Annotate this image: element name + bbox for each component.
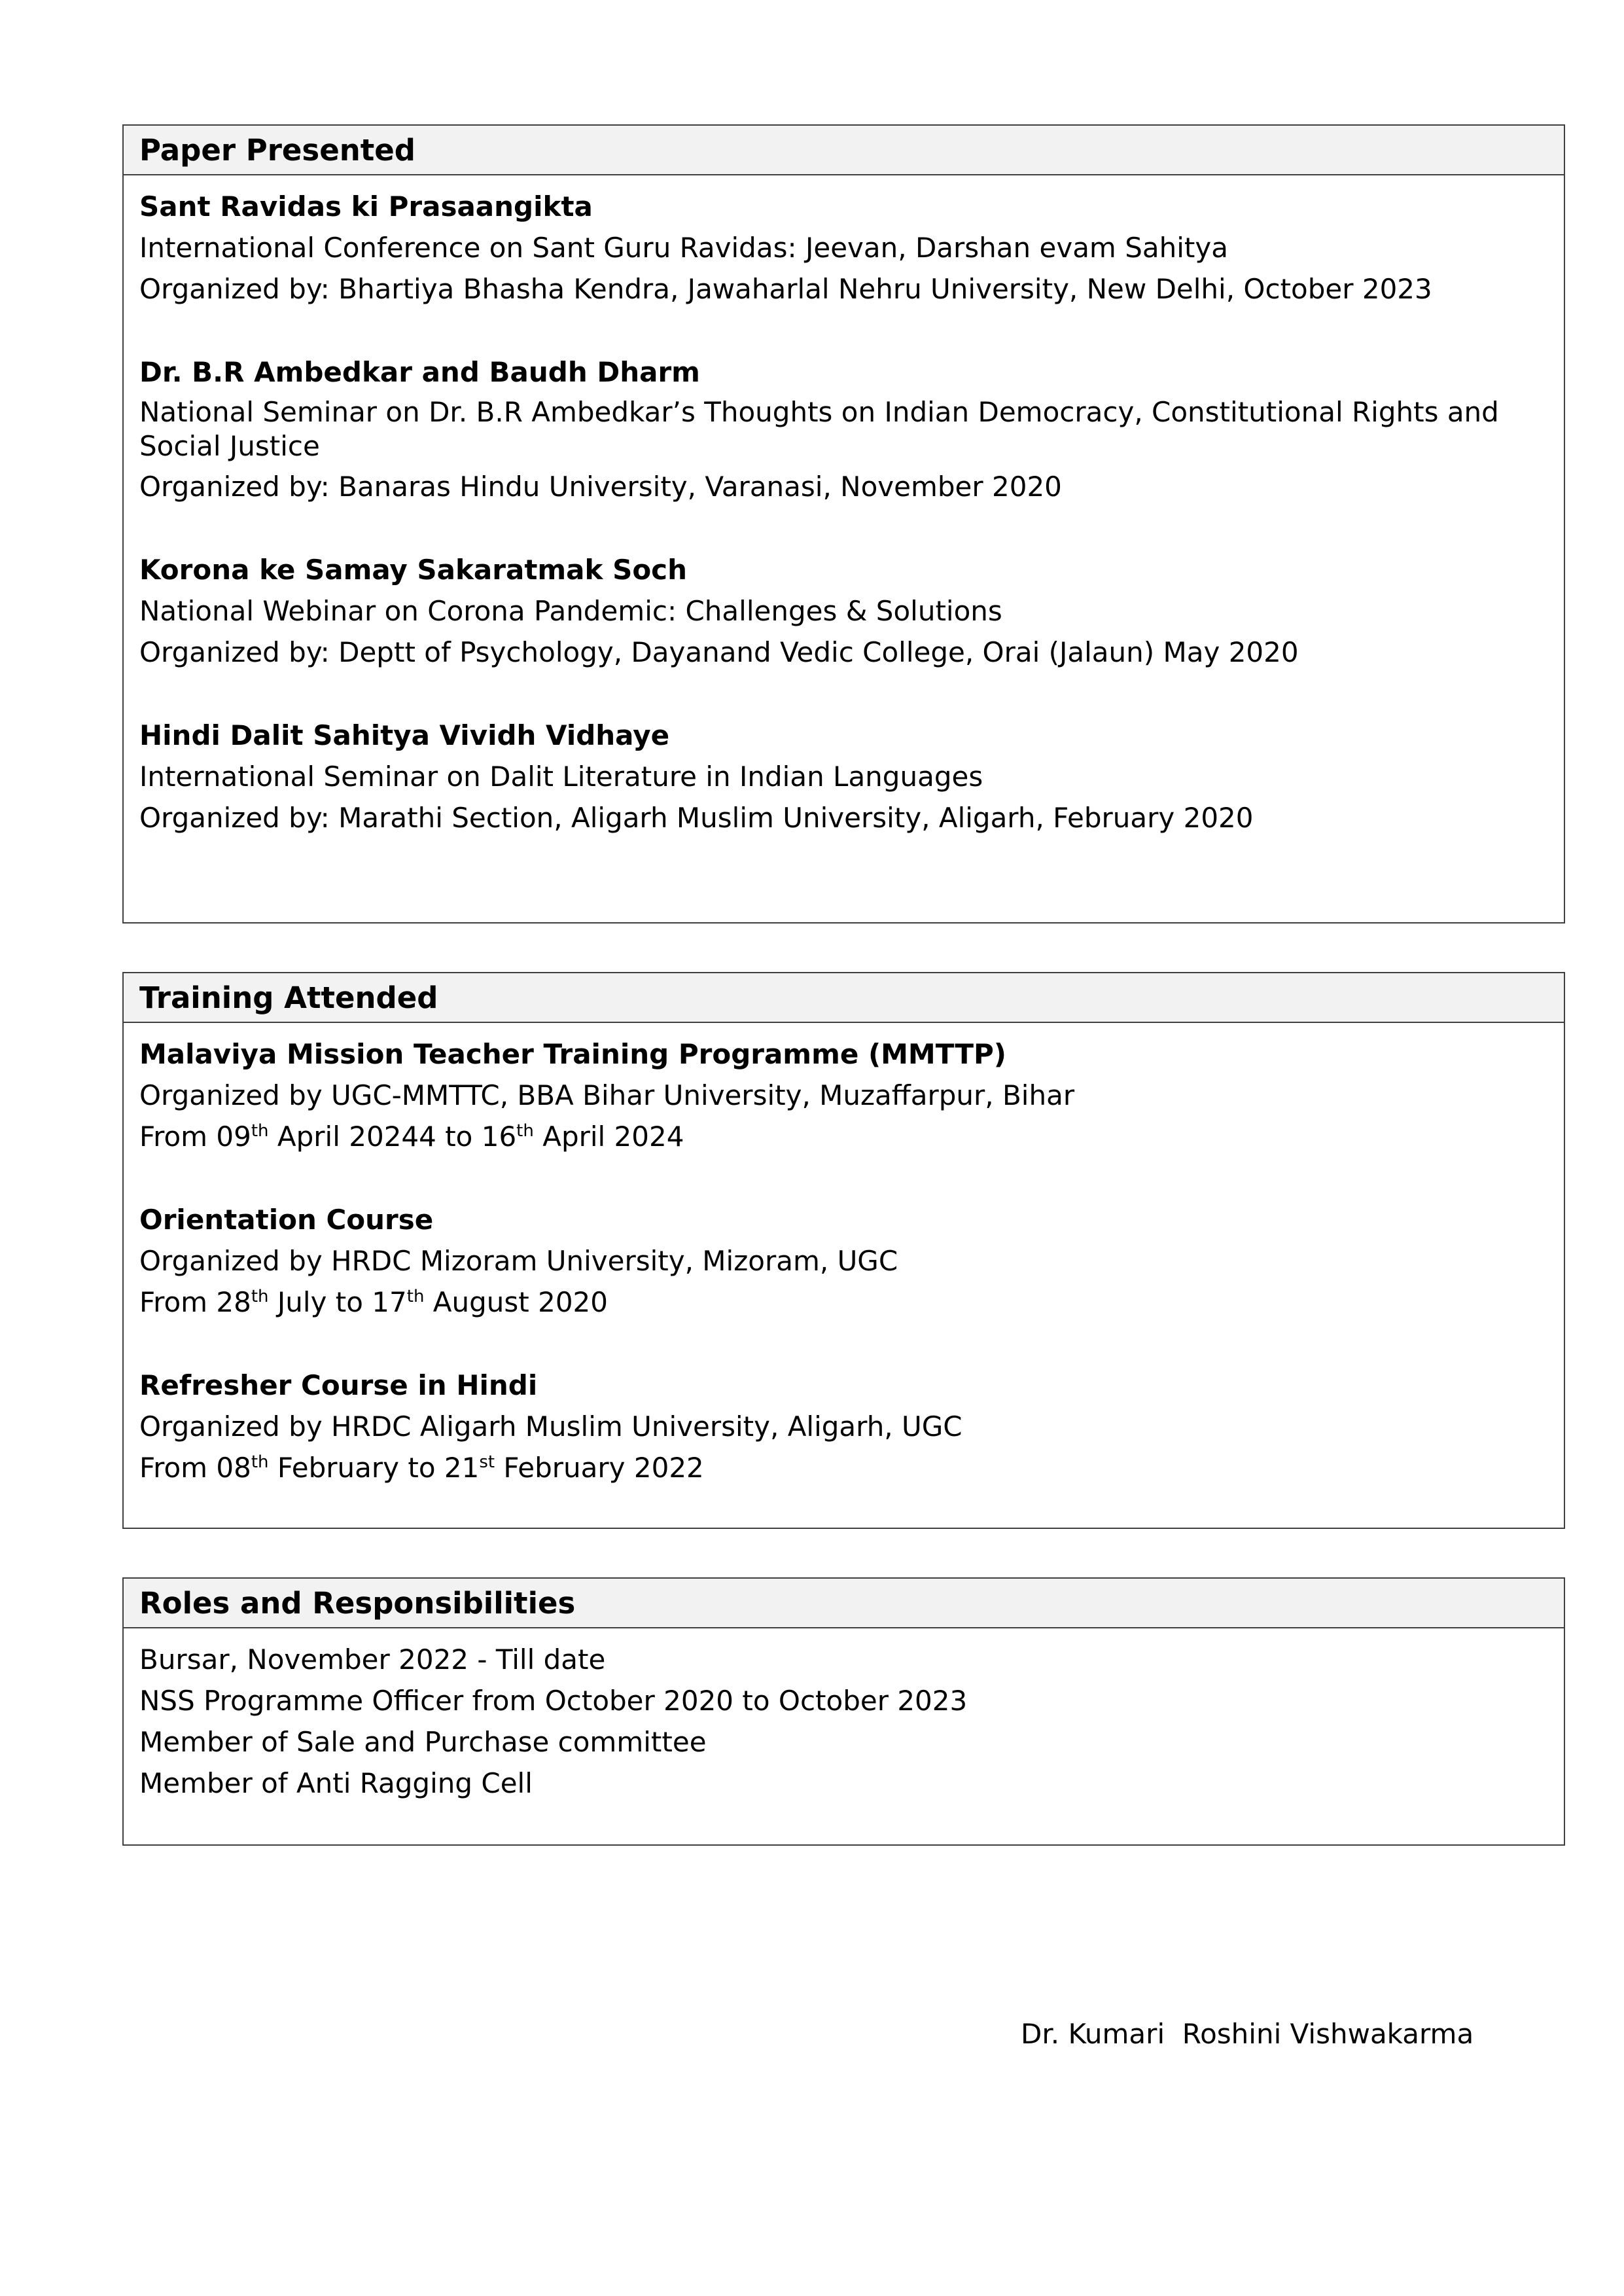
training-organizer: Organized by HRDC Mizoram University, Mizoram, UGC	[139, 1245, 898, 1277]
roles-section	[122, 1577, 1565, 1846]
paper-title: Sant Ravidas ki Prasaangikta	[139, 190, 593, 223]
paper-title: Dr. B.R Ambedkar and Baudh Dharm	[139, 356, 700, 388]
paper-organizer: Organized by: Bhartiya Bhasha Kendra, Jawaharlal Nehru University, New Delhi, October 2023	[139, 273, 1432, 305]
ordinal-suffix: st	[479, 1452, 495, 1472]
entry-spacer	[139, 507, 1548, 549]
date-from: From 28	[139, 1286, 251, 1318]
role-item: Member of Sale and Purchase committee	[139, 1726, 707, 1758]
papers-section-heading: Paper Presented	[124, 126, 1564, 175]
paper-entry	[139, 549, 1548, 673]
papers-list	[124, 175, 1564, 838]
signature-name: Dr. Kumari Roshini Vishwakarma	[1021, 2018, 1474, 2050]
paper-title: Hindi Dalit Sahitya Vividh Vidhaye	[139, 719, 670, 751]
entry-spacer	[139, 310, 1548, 351]
paper-organizer: Organized by: Banaras Hindu University, Varanasi, November 2020	[139, 471, 1062, 503]
paper-organizer: Organized by: Deptt of Psychology, Dayanand Vedic College, Orai (Jalaun) May 2020	[139, 636, 1299, 668]
training-title: Malaviya Mission Teacher Training Programme (MMTTP)	[139, 1038, 1006, 1070]
entry-spacer	[139, 1323, 1548, 1365]
ordinal-suffix: th	[406, 1287, 425, 1306]
training-entry	[139, 1033, 1548, 1157]
entry-spacer	[139, 1157, 1548, 1199]
ordinal-suffix: th	[251, 1121, 269, 1141]
paper-entry	[139, 715, 1548, 838]
date-mid: April 20244 to 16	[268, 1121, 517, 1153]
paper-event: International Conference on Sant Guru Ravidas: Jeevan, Darshan evam Sahitya	[139, 232, 1228, 264]
role-item: Member of Anti Ragging Cell	[139, 1767, 533, 1799]
date-mid: July to 17	[268, 1286, 407, 1318]
date-from: From 09	[139, 1121, 251, 1153]
ordinal-suffix: th	[516, 1121, 534, 1141]
training-entry	[139, 1199, 1548, 1323]
ordinal-suffix: th	[251, 1452, 269, 1472]
role-item: Bursar, November 2022 - Till date	[139, 1643, 606, 1676]
paper-title: Korona ke Samay Sakaratmak Soch	[139, 554, 687, 586]
date-from: From 08	[139, 1452, 251, 1484]
roles-section-heading: Roles and Responsibilities	[124, 1579, 1564, 1628]
ordinal-suffix: th	[251, 1287, 269, 1306]
training-title: Refresher Course in Hindi	[139, 1369, 538, 1401]
training-section-heading: Training Attended	[124, 973, 1564, 1023]
training-dates	[139, 1116, 1548, 1157]
paper-entry	[139, 351, 1548, 507]
training-dates	[139, 1447, 1548, 1488]
paper-event: National Webinar on Corona Pandemic: Challenges & Solutions	[139, 595, 1002, 627]
role-item: NSS Programme Officer from October 2020 to October 2023	[139, 1685, 968, 1717]
training-title: Orientation Course	[139, 1204, 434, 1236]
training-list	[124, 1023, 1564, 1488]
paper-event: International Seminar on Dalit Literature in Indian Languages	[139, 761, 983, 793]
paper-organizer: Organized by: Marathi Section, Aligarh Muslim University, Aligarh, February 2020	[139, 802, 1254, 834]
date-to: February 2022	[495, 1452, 704, 1484]
paper-event: National Seminar on Dr. B.R Ambedkar’s Thoughts on Indian Democracy, Constitutional Rights and Social Justice	[139, 396, 1499, 462]
training-dates	[139, 1282, 1548, 1323]
date-to: August 2020	[424, 1286, 609, 1318]
date-to: April 2024	[533, 1121, 684, 1153]
training-organizer: Organized by UGC-MMTTC, BBA Bihar University, Muzaffarpur, Bihar	[139, 1079, 1075, 1111]
training-organizer: Organized by HRDC Aligarh Muslim University, Aligarh, UGC	[139, 1410, 962, 1443]
date-mid: February to 21	[268, 1452, 480, 1484]
paper-entry	[139, 186, 1548, 310]
training-entry	[139, 1365, 1548, 1488]
papers-section	[122, 124, 1565, 924]
entry-spacer	[139, 673, 1548, 715]
training-section	[122, 972, 1565, 1529]
roles-list	[124, 1628, 1564, 1804]
